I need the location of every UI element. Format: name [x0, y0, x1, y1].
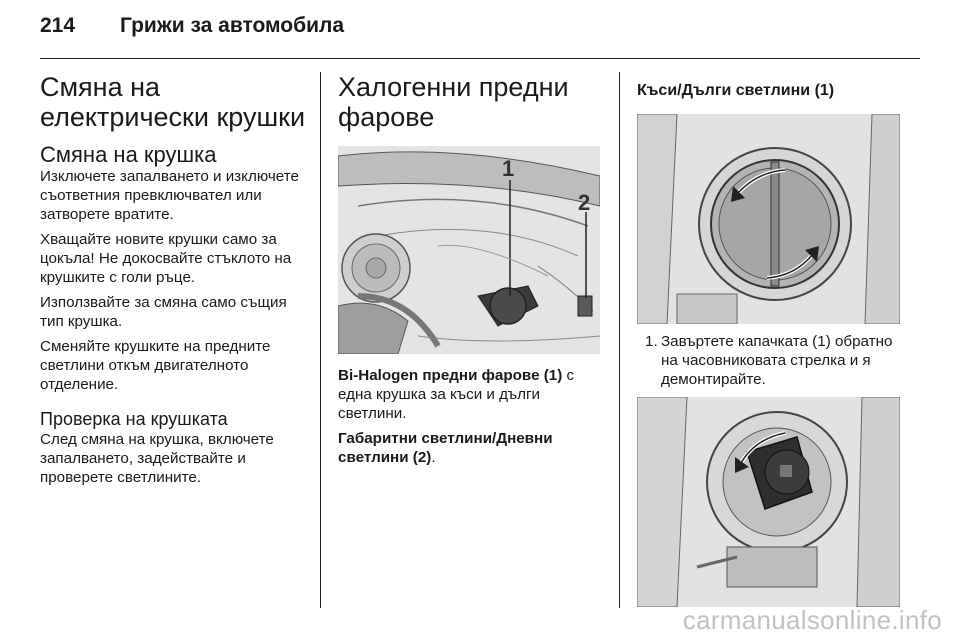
paragraph: След смяна на крушка, включете запалването, задействайте и проверете светлините. — [40, 431, 274, 486]
sub-heading: Смяна на крушка — [40, 142, 217, 167]
header-rule — [40, 58, 920, 59]
caption-parking-lights — [338, 429, 600, 467]
paragraph: Използвайте за смяна само същия тип крушка. — [40, 294, 287, 330]
bulb-removal-figure — [637, 397, 900, 607]
column-divider — [320, 72, 321, 608]
caption-bold: Габаритни светлини/Дневни светлини (2) — [338, 430, 553, 466]
column-right — [637, 72, 902, 607]
bulb-cap-illustration — [637, 114, 900, 324]
section-heading: Къси/Дълги светлини (1) — [637, 82, 835, 99]
paragraph: Хващайте новите крушки само за цокъла! Не докосвайте стъклото на крушките с голи ръце. — [40, 231, 292, 286]
caption-bi-halogen — [338, 366, 600, 423]
watermark-text: carmanualsonline.info — [682, 605, 942, 635]
column-left — [40, 72, 308, 493]
paragraph: Сменяйте крушките на предните светлини откъм двигателното отделение. — [40, 338, 271, 393]
column-middle — [338, 72, 600, 473]
column-divider — [619, 72, 620, 608]
section-heading: Халогенни предни фарове — [338, 72, 569, 132]
main-heading: Смяна на електрически крушки — [40, 72, 306, 132]
instruction-list — [637, 332, 902, 389]
bulb-removal-illustration — [637, 397, 900, 607]
caption-bold: Bi-Halogen предни фарове (1) — [338, 367, 563, 384]
page-number: 214 — [40, 14, 76, 37]
caption-text: . — [431, 449, 436, 466]
page-header — [40, 14, 920, 54]
bulb-cap-figure — [637, 114, 900, 324]
paragraph: Изключете запалването и изключете съответния превключвател или затворете вратите. — [40, 168, 299, 223]
list-item: 1. Завъртете капачката (1) обратно на часовниковата стрелка и я демонтирайте. — [645, 333, 893, 388]
headlamp-figure — [338, 146, 600, 354]
chapter-title: Грижи за автомобила — [120, 14, 345, 37]
caption-text: с една крушка за къси и дълги светлини. — [338, 367, 575, 422]
headlamp-illustration — [338, 146, 600, 354]
figure-callout-1: 1 — [502, 156, 515, 181]
figure-callout-2: 2 — [578, 190, 591, 215]
check-heading: Проверка на крушката — [40, 409, 228, 429]
